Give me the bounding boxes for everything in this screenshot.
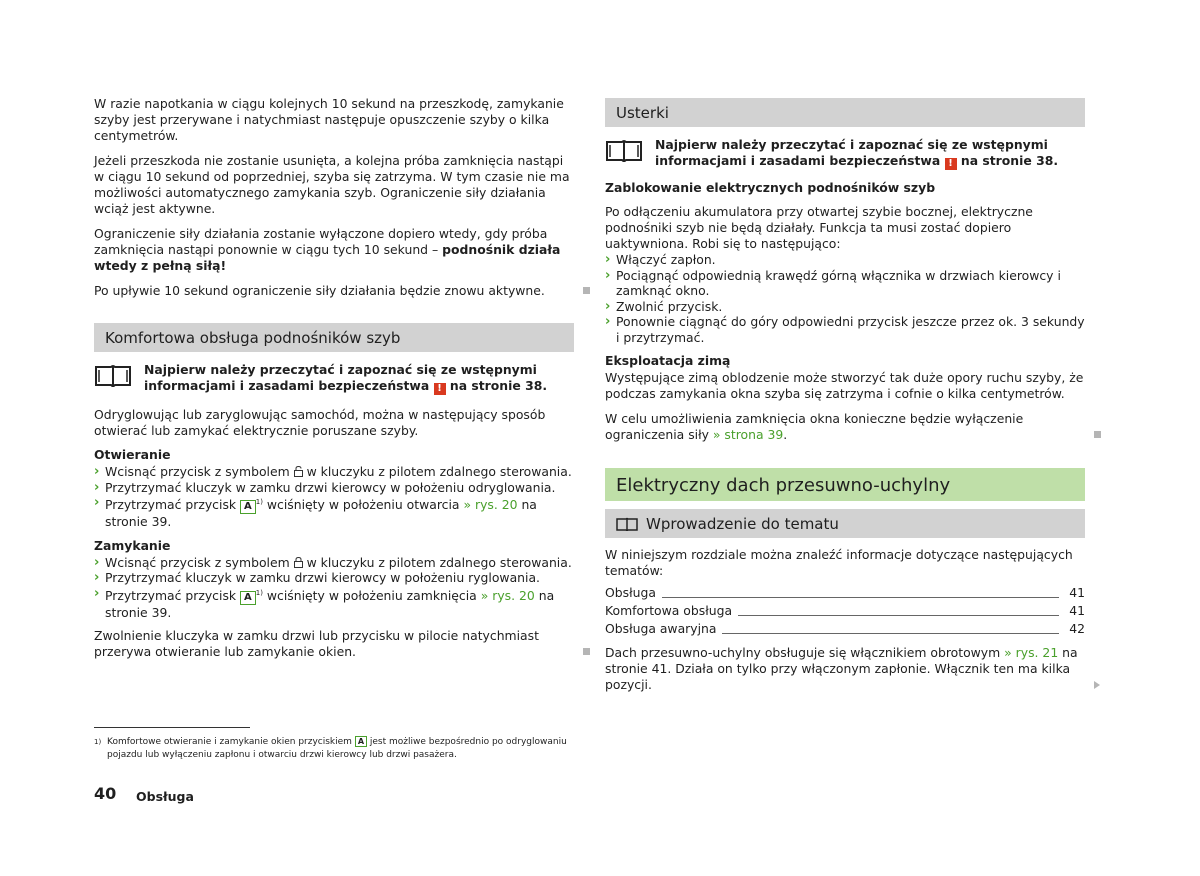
page-link[interactable]: » strona 39 bbox=[712, 427, 784, 442]
list-item: › Ponownie ciągnąć do góry odpowiedni przycisk jeszcze przez ok. 3 sekundy i przytrzymać. bbox=[605, 314, 1085, 345]
chevron-right-icon: › bbox=[94, 554, 100, 570]
safety-notice: Najpierw należy przeczytać i zapoznać się ze wstępnymi informacjami i zasadami bezpieczeństwa ! na stronie 38. bbox=[94, 362, 574, 395]
chevron-right-icon: › bbox=[605, 314, 611, 329]
section-title-faults: Usterki bbox=[605, 98, 1085, 127]
section-title-intro: Wprowadzenie do tematu bbox=[605, 509, 1085, 538]
list-item: › Przytrzymać kluczyk w zamku drzwi kierowcy w położeniu odryglowania. bbox=[94, 479, 556, 495]
chevron-right-icon: › bbox=[94, 479, 100, 495]
left-column bbox=[94, 96, 574, 669]
unlock-icon bbox=[294, 466, 303, 477]
toc-row[interactable]: Obsługa 41 bbox=[605, 585, 1085, 600]
list-item: › Przytrzymać przycisk A $^{1)}$ wciśnięty w położeniu otwarcia » rys. 20 na stronie 39. bbox=[94, 495, 537, 529]
lock-icon bbox=[294, 557, 303, 568]
figure-link[interactable]: » rys. 20 bbox=[463, 497, 518, 512]
safety-notice: Najpierw należy przeczytać i zapoznać się ze wstępnymi informacjami i zasadami bezpieczeństwa ! na stronie 38. bbox=[605, 137, 1085, 170]
paragraph-winter: Występujące zimą oblodzenie może stworzyć tak duże opory ruchu szyby, że podczas zamykania okna szyba się zatrzyma i cofnie o kilka centymetrów. bbox=[605, 370, 1084, 401]
paragraph-force-off: Ograniczenie siły działania zostanie wyłączone dopiero wtedy, gdy próba zamknięcia nastąpi ponownie w ciągu tych 10 sekund – podnośnik działa wtedy z pełną siłą! bbox=[94, 226, 561, 273]
toc-row[interactable]: Obsługa awaryjna 42 bbox=[605, 621, 1085, 636]
list-item: › Wcisnąć przycisk z symbolem w kluczyku z pilotem zdalnego sterowania. bbox=[94, 554, 572, 570]
list-item: › Pociągnąć odpowiednią krawędź górną włącznika w drzwiach kierowcy i zamknąć okno. bbox=[605, 267, 1061, 298]
figure-link[interactable]: » rys. 20 bbox=[480, 587, 535, 603]
key-a-button-symbol: A bbox=[355, 736, 367, 747]
chevron-right-icon: › bbox=[605, 298, 611, 314]
end-of-section-marker bbox=[583, 648, 590, 655]
chevron-right-icon: › bbox=[94, 585, 100, 601]
toc-row[interactable]: Komfortowa obsługa 41 bbox=[605, 603, 1085, 618]
chevron-right-icon: › bbox=[94, 464, 100, 479]
paragraph-force-limit: W celu umożliwienia zamknięcia okna konieczne będzie wyłączenie ograniczenia siły » strona 39. bbox=[605, 411, 1085, 443]
section-title-comfort: Komfortowa obsługa podnośników szyb bbox=[94, 323, 574, 352]
key-a-button-symbol: A bbox=[240, 500, 256, 514]
section-label: Obsługa bbox=[136, 789, 194, 804]
open-book-icon bbox=[616, 517, 638, 531]
list-item: › Przytrzymać przycisk A $^{1)}$ wciśnięty w położeniu zamknięcia » rys. 20 na stronie 39. bbox=[94, 585, 555, 620]
list-item: › Zwolnić przycisk. bbox=[605, 298, 723, 314]
paragraph-sunroof-switch: Dach przesuwno-uchylny obsługuje się włącznikiem obrotowym » rys. 21 na stronie 41. Działa on tylko przy włączonym zapłonie. Włącznik ten ma kilka pozycji. bbox=[605, 645, 1085, 693]
end-of-section-marker bbox=[1094, 431, 1101, 438]
subhead-winter: Eksploatacja zimą bbox=[605, 353, 731, 368]
paragraph-obstacle: W razie napotkania w ciągu kolejnych 10 sekund na przeszkodę, zamykanie szyby jest przerywane i natychmiast następuje opuszczenie szyby o kilka centymetrów. bbox=[94, 96, 564, 143]
list-item: › Przytrzymać kluczyk w zamku drzwi kierowcy w położeniu ryglowania. bbox=[94, 570, 540, 585]
book-icon bbox=[94, 364, 132, 388]
paragraph-release: Zwolnienie kluczyka w zamku drzwi lub przycisku w pilocie natychmiast przerywa otwieranie lub zamykanie okien. bbox=[94, 628, 574, 660]
footnote-divider bbox=[94, 727, 250, 728]
paragraph-repeat-close: Jeżeli przeszkoda nie zostanie usunięta, a kolejna próba zamknięcia nastąpi w ciągu 10 sekund od poprzedniej, szyba się zatrzyma. W tym czasie nie ma możliwości automatycznego zamykania szyb. Ograniczenie siły działania wciąż jest aktywne. bbox=[94, 153, 570, 216]
footnote: 1) Komfortowe otwieranie i zamykanie okien przyciskiem A jest możliwe bezpośrednio po odryglowaniu pojazdu lub wyłączeniu zapłonu i otwarciu drzwi kierowcy lub drzwi pasażera. bbox=[94, 737, 567, 760]
paragraph-force-active: Po upływie 10 sekund ograniczenie siły działania będzie znowu aktywne. bbox=[94, 283, 574, 299]
subhead-closing: Zamykanie bbox=[94, 537, 171, 553]
key-a-button-symbol: A bbox=[240, 591, 256, 605]
chapter-title-sunroof: Elektryczny dach przesuwno-uchylny bbox=[605, 468, 1085, 501]
warning-icon: ! bbox=[434, 383, 446, 395]
chevron-right-icon: › bbox=[605, 267, 611, 283]
page-number: 40 bbox=[94, 784, 117, 803]
figure-link[interactable]: » rys. 21 bbox=[1004, 645, 1059, 660]
chevron-right-icon: › bbox=[605, 252, 611, 267]
subhead-opening: Otwieranie bbox=[94, 447, 171, 462]
chevron-right-icon: › bbox=[94, 495, 100, 510]
warning-icon: ! bbox=[945, 158, 957, 170]
paragraph-intro-topics: W niniejszym rozdziale można znaleźć informacje dotyczące następujących tematów: bbox=[605, 547, 1073, 578]
book-icon bbox=[605, 139, 643, 163]
subhead-blocked-windows: Zablokowanie elektrycznych podnośników szyb bbox=[605, 180, 936, 195]
right-column bbox=[605, 98, 1085, 702]
paragraph-intro-comfort: Odryglowując lub zaryglowując samochód, można w następujący sposób otwierać lub zamykać elektrycznie poruszane szyby. bbox=[94, 407, 546, 438]
chevron-right-icon: › bbox=[94, 570, 100, 585]
end-of-section-marker bbox=[583, 287, 590, 294]
list-item: › Włączyć zapłon. bbox=[605, 252, 716, 267]
paragraph-battery: Po odłączeniu akumulatora przy otwartej szybie bocznej, elektryczne podnośniki szyb nie będą działały. Funkcja ta musi zostać dopiero uaktywniona. Robi się to następująco: bbox=[605, 204, 1033, 251]
list-item: › Wcisnąć przycisk z symbolem w kluczyku z pilotem zdalnego sterowania. bbox=[94, 464, 572, 479]
continue-arrow-icon bbox=[1094, 681, 1100, 689]
